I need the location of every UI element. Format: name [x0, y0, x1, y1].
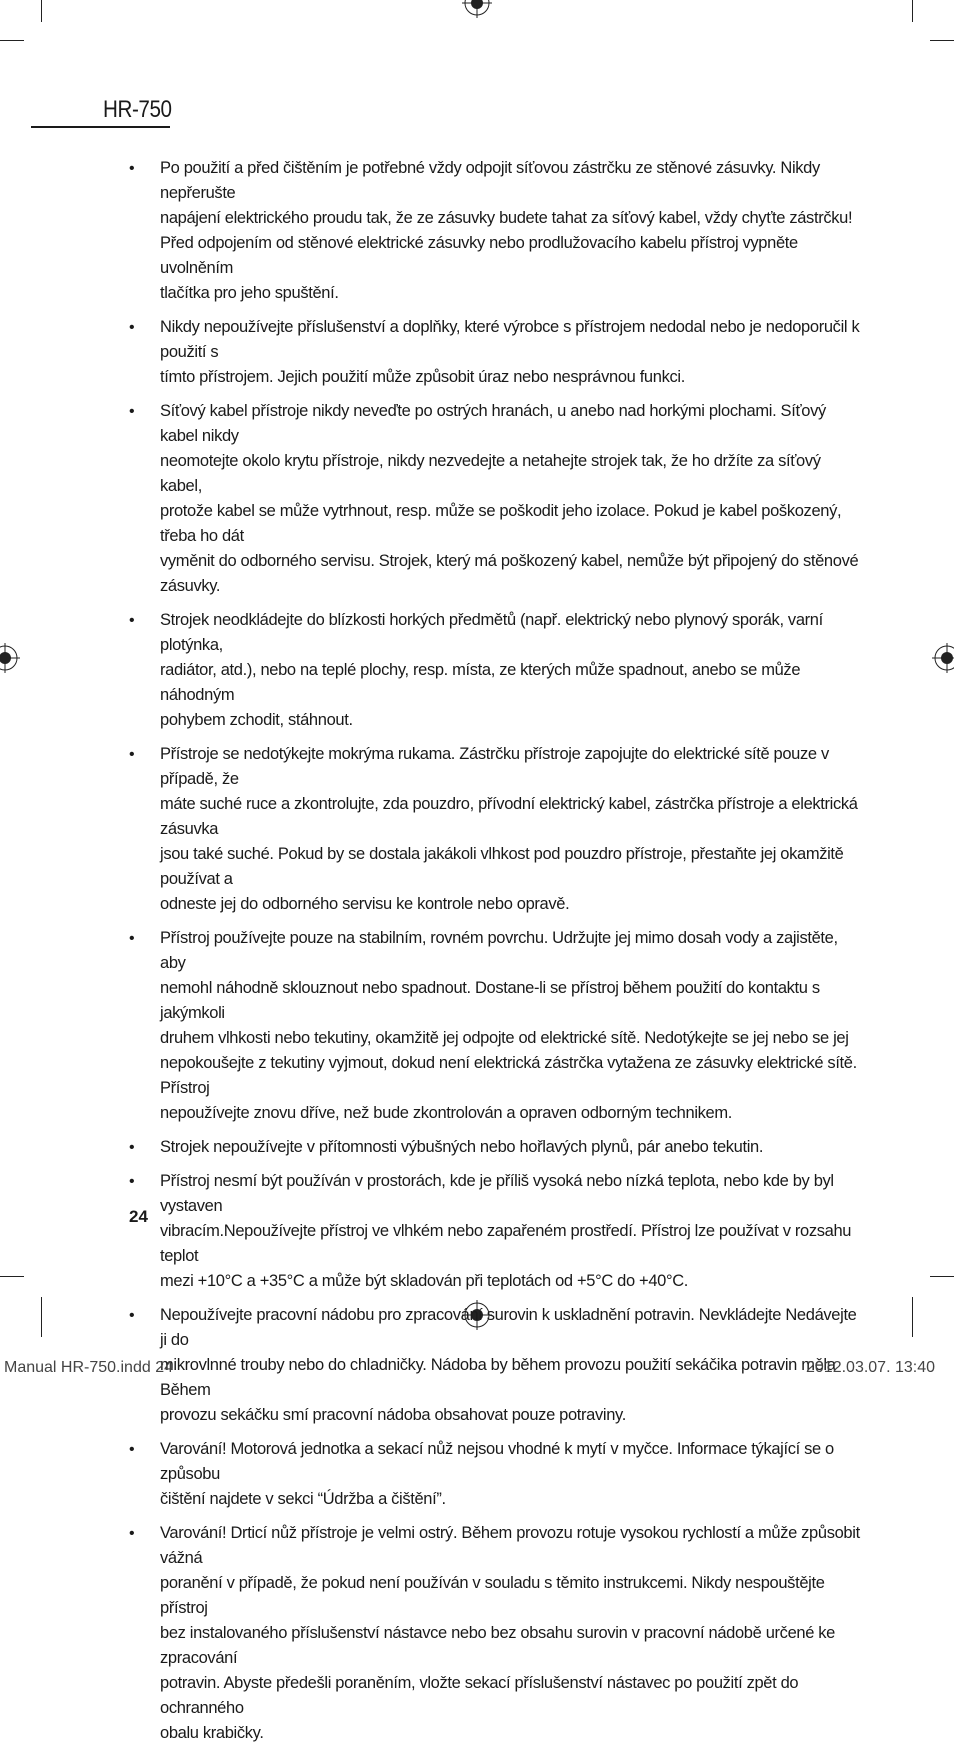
list-item-text: Síťový kabel přístroje nikdy neveďte po ostrých hranách, u anebo nad horkými plochami. Síťový kabel nikdy neomotejte okolo krytu přístroje, nikdy nezvedejte a netahejte strojek tak, že ho držíte za síťový kabel, protože kabel se může vytrhnout, resp. může se poškodit jeho izolace. Pokud je kabel poškozený, třeba ho dát vyměnit do odborného servisu. Strojek, který má poškozený kabel, nemůže být připojený do stěnové zásuvky.	[160, 402, 859, 595]
list-item	[0, 399, 865, 599]
registration-mark-icon	[462, 0, 492, 18]
list-item-text: Varování! Motorová jednotka a sekací nůž nejsou vhodné k mytí v myčce. Informace týkající se o způsobu čištění najdete v sekci “Údržba a čištění”.	[160, 1440, 834, 1508]
model-title: HR-750	[103, 96, 172, 123]
list-item	[0, 1135, 865, 1160]
bullet-icon: •	[129, 1139, 135, 1156]
list-item-text: Strojek neodkládejte do blízkosti horkých předmětů (např. elektrický nebo plynový sporák, varní plotýnka, radiátor, atd.), nebo na teplé plochy, resp. místa, ze kterých může spadnout, anebo se může náhodným pohybem zchodit, stáhnout.	[160, 611, 823, 729]
crop-mark	[41, 0, 42, 22]
list-item	[0, 742, 865, 917]
bullet-icon: •	[129, 1173, 135, 1190]
list-item	[0, 1437, 865, 1512]
safety-instructions-list	[0, 156, 954, 1755]
list-item-text: Varování! Drticí nůž přístroje je velmi ostrý. Během provozu rotuje vysokou rychlostí a může způsobit vážná poranění v případě, že pokud není používán v souladu s těmito instrukcemi. Nikdy nespouštějte přístroj bez instalovaného příslušenství nástavce nebo bez obsahu surovin v pracovní nádobě určené ke zpracování potravin. Abyste předešli poraněním, vložte sekací příslušenství nástavec po použití zpět do ochranného obalu krabičky.	[160, 1524, 860, 1742]
bullet-icon: •	[129, 1441, 135, 1458]
footer-file-info: Manual HR-750.indd 24	[4, 1359, 173, 1376]
crop-mark	[912, 0, 913, 22]
bullet-icon: •	[129, 930, 135, 947]
page-number: 24	[129, 1207, 148, 1226]
bullet-icon: •	[129, 160, 135, 177]
bullet-icon: •	[129, 746, 135, 763]
list-item-text: Po použití a před čištěním je potřebné vždy odpojit síťovou zástrčku ze stěnové zásuvky. Nikdy nepřerušte napájení elektrického proudu tak, že ze zásuvky budete tahat za síťový kabel, vždy chyťte zástrčku! Před odpojením od stěnové elektrické zásuvky nebo prodlužovacího kabelu přístroj vypněte uvolněním tlačítka pro jeho spuštění.	[160, 159, 853, 302]
list-item-text: Strojek nepoužívejte v přítomnosti výbušných nebo hořlavých plynů, pár anebo tekutin.	[160, 1138, 764, 1156]
crop-mark	[930, 40, 954, 41]
list-item	[0, 315, 865, 390]
crop-mark	[0, 40, 24, 41]
list-item-text: Přístroje se nedotýkejte mokrýma rukama. Zástrčku přístroje zapojujte do elektrické sítě pouze v případě, že máte suché ruce a zkontrolujte, zda pouzdro, přívodní elektrický kabel, zástrčka přístroje a elektrická zásuvka jsou také suché. Pokud by se dostala jakákoli vlhkost pod pouzdro přístroje, přestaňte jej okamžitě používat a odneste jej do odborného servisu ke kontrole nebo opravě.	[160, 745, 858, 913]
bullet-icon: •	[129, 1525, 135, 1542]
list-item	[0, 156, 865, 306]
bullet-icon: •	[129, 403, 135, 420]
list-item-text: Přístroj nesmí být používán v prostorách, kde je příliš vysoká nebo nízká teplota, nebo kde by byl vystaven vibracím.Nepoužívejte přístroj ve vlhkém nebo zapařeném prostředí. Přístroj lze používat v rozsahu teplot mezi +10°C a +35°C a může být skladován při teplotách od +5°C do +40°C.	[160, 1172, 852, 1290]
list-item	[0, 608, 865, 733]
header-rule	[31, 126, 170, 128]
list-item	[0, 926, 865, 1126]
list-item-text: Přístroj používejte pouze na stabilním, rovném povrchu. Udržujte jej mimo dosah vody a zajistěte, aby nemohl náhodně sklouznout nebo spadnout. Dostane-li se přístroj během použití do kontaktu s jakýmkoli druhem vlhkosti nebo tekutiny, okamžitě jej odpojte od elektrické sítě. Nedotýkejte se jej nebo se jej nepokoušejte z tekutiny vyjmout, dokud není elektrická zástrčka vytažena ze zásuvky elektrické sítě. Přístroj nepoužívejte znovu dříve, než bude zkontrolován a opraven odborným technikem.	[160, 929, 857, 1122]
bullet-icon: •	[129, 319, 135, 336]
list-item-text: Nepoužívejte pracovní nádobu pro zpracování surovin k uskladnění potravin. Nevkládejte Nedávejte ji do mikrovlnné trouby nebo do chladničky. Nádoba by během provozu použití sekáčika potravin měla Během provozu sekáčku smí pracovní nádoba obsahovat pouze potraviny.	[160, 1306, 857, 1424]
bullet-icon: •	[129, 1307, 135, 1324]
list-item	[0, 1521, 865, 1746]
list-item-text: Nikdy nepoužívejte příslušenství a doplňky, které výrobce s přístrojem nedodal nebo je nedoporučil k použití s tímto přístrojem. Jejich použití může způsobit úraz nebo nesprávnou funkci.	[160, 318, 860, 386]
footer-timestamp: 2012.03.07. 13:40	[806, 1359, 936, 1376]
list-item	[0, 1169, 865, 1294]
bullet-icon: •	[129, 612, 135, 629]
